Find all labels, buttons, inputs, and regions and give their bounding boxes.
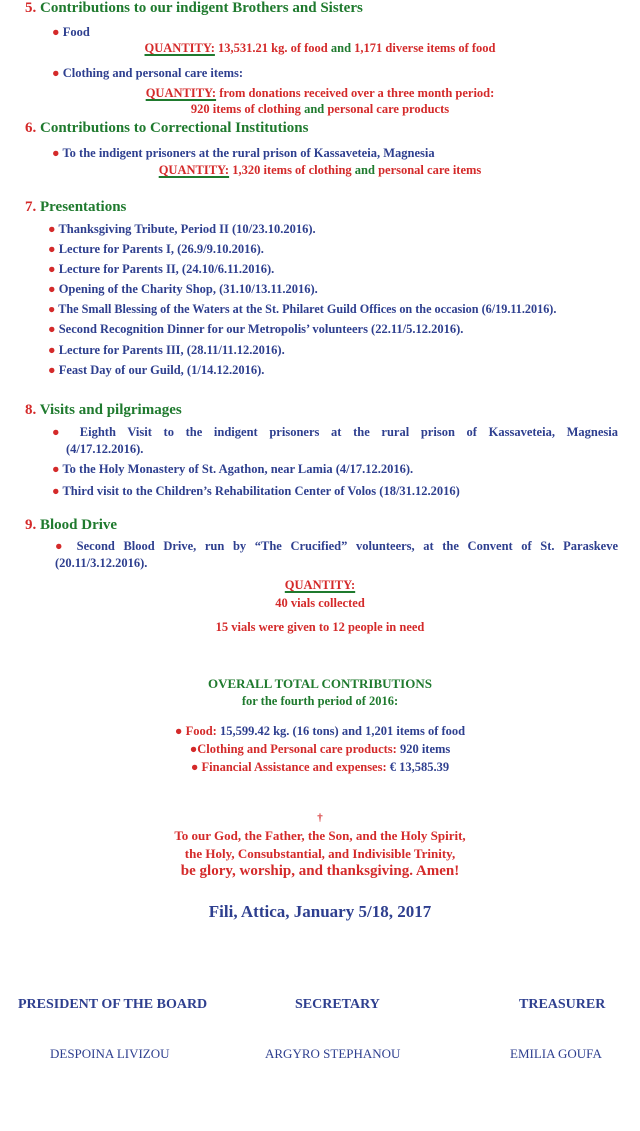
presentation-item [48, 262, 274, 277]
clothing-item [52, 66, 243, 81]
blood-drive-text: Second Blood Drive, run by “The Crucified” volunteers, at the Convent of St. Paraskeve [76, 539, 618, 553]
bullet-icon: ● [52, 484, 60, 498]
food-quantity [0, 41, 640, 56]
food-label: Food [62, 25, 90, 39]
section-title: Visits and pilgrimages [39, 402, 182, 418]
presentation-text: Thanksgiving Tribute, Period II (10/23.10.2016). [58, 222, 316, 236]
bullet-icon: ● [174, 724, 183, 738]
total-clothing-value: 920 items [399, 742, 451, 756]
bullet-icon: ● [52, 25, 60, 39]
treasurer-name: EMILIA GOUFA [510, 1046, 602, 1061]
visit-text: Third visit to the Children’s Rehabilitation Center of Volos (18/31.12.2016) [62, 484, 460, 498]
section-title: Blood Drive [40, 517, 118, 533]
bullet-icon: ● [52, 425, 69, 439]
and-text: and [354, 163, 375, 177]
presentation-item [48, 282, 318, 297]
section-number: 9. [25, 517, 37, 533]
quantity-label: QUANTITY: [284, 578, 356, 592]
visit-text: Eighth Visit to the indigent prisoners at the rural prison of Kassaveteia, Magnesia [79, 425, 618, 439]
blood-drive-item [55, 539, 618, 554]
place-date: Fili, Attica, January 5/18, 2017 [208, 902, 432, 921]
quantity-label: QUANTITY: [145, 86, 217, 100]
presentation-text: Feast Day of our Guild, (1/14.12.2016). [58, 363, 265, 377]
bullet-icon: ● [190, 760, 199, 774]
secretary-title: SECRETARY [295, 997, 380, 1012]
total-financial [0, 760, 640, 775]
personal-care-value: personal care items [378, 163, 482, 177]
secretary-name: ARGYRO STEPHANOU [265, 1046, 401, 1061]
clothing-label: Clothing and personal care items: [62, 66, 244, 80]
clothing-items-value: 920 items of clothing [190, 102, 301, 116]
food-items-value: 1,171 diverse items of food [354, 41, 496, 55]
section-6-heading [25, 120, 309, 137]
bullet-icon: ● [48, 222, 56, 236]
section-number: 7. [25, 199, 37, 215]
presentation-item [48, 222, 316, 237]
prisoners-item [52, 146, 435, 161]
bullet-icon: ● [48, 262, 56, 276]
bullet-icon: ● [48, 242, 56, 256]
presentation-item [48, 343, 285, 358]
clothing-quantity [0, 86, 640, 101]
bullet-icon: ● [48, 282, 56, 296]
bullet-icon: ● [189, 742, 198, 756]
clothing-quantity-text: from donations received over a three month period: [219, 86, 495, 100]
total-food-value: 15,599.42 kg. (16 tons) and 1,201 items of food [219, 724, 466, 738]
total-clothing [0, 742, 640, 757]
quantity-label: QUANTITY: [158, 163, 230, 177]
clothing-quantity-line2 [0, 102, 640, 117]
vials-collected: 40 vials collected [275, 596, 365, 610]
presentation-text: Lecture for Parents III, (28.11/11.12.2016). [58, 343, 285, 357]
blood-quantity-label [0, 578, 640, 593]
prisoners-text: To the indigent prisoners at the rural prison of Kassaveteia, Magnesia [62, 146, 435, 160]
personal-care-value: personal care products [327, 102, 450, 116]
section-number: 5. [25, 0, 37, 16]
food-kg-value: 13,531.21 kg. of food [218, 41, 328, 55]
presentation-item [48, 302, 556, 317]
and-text: and [304, 102, 325, 116]
vials-given: 15 vials were given to 12 people in need [215, 620, 425, 634]
presentation-item [48, 242, 264, 257]
presentation-item [48, 322, 463, 337]
clothing-items-value: 1,320 items of clothing [232, 163, 352, 177]
presentation-text: Lecture for Parents II, (24.10/6.11.2016). [58, 262, 275, 276]
doxology-line-1: To our God, the Father, the Son, and the Holy Spirit, [174, 828, 466, 843]
presentation-text: Second Recognition Dinner for our Metropolis’ volunteers (22.11/5.12.2016). [58, 322, 464, 336]
bullet-icon: ● [52, 146, 60, 160]
president-name: DESPOINA LIVIZOU [50, 1046, 170, 1061]
visit-text: To the Holy Monastery of St. Agathon, near Lamia (4/17.12.2016). [62, 462, 414, 476]
bullet-icon: ● [48, 322, 56, 336]
section-7-heading [25, 199, 126, 216]
prisoners-quantity [0, 163, 640, 178]
bullet-icon: ● [48, 343, 56, 357]
and-text: and [330, 41, 352, 55]
bullet-icon: ● [48, 302, 56, 316]
total-financial-label: Financial Assistance and expenses: [201, 760, 387, 774]
presentation-text: The Small Blessing of the Waters at the St. Philaret Guild Offices on the occasion (6/19.11.2016). [58, 302, 557, 316]
total-financial-value: € 13,585.39 [389, 760, 450, 774]
total-food [0, 724, 640, 739]
totals-subtitle: for the fourth period of 2016: [241, 694, 399, 708]
section-9-heading [25, 517, 117, 534]
blood-drive-date: (20.11/3.12.2016). [55, 556, 148, 570]
presentation-text: Opening of the Charity Shop, (31.10/13.11.2016). [58, 282, 318, 296]
president-title: PRESIDENT OF THE BOARD [18, 997, 208, 1012]
total-clothing-label: Clothing and Personal care products: [197, 742, 397, 756]
section-number: 8. [25, 402, 37, 418]
total-food-label: Food: [185, 724, 217, 738]
quantity-label: QUANTITY: [144, 41, 215, 55]
section-number: 6. [25, 120, 37, 136]
section-title: Contributions to Correctional Institutions [40, 120, 309, 136]
section-8-heading [25, 402, 182, 419]
visit-item [52, 484, 460, 499]
bullet-icon: ● [52, 66, 60, 80]
visit-date: (4/17.12.2016). [66, 442, 144, 456]
bullet-icon: ● [48, 363, 56, 377]
visit-item [52, 462, 413, 477]
doxology-line-2: the Holy, Consubstantial, and Indivisible Trinity, [184, 846, 456, 861]
section-5-heading [25, 0, 363, 17]
totals-title: OVERALL TOTAL CONTRIBUTIONS [208, 676, 432, 691]
visit-item [52, 425, 618, 440]
food-item [52, 25, 90, 40]
presentation-text: Lecture for Parents I, (26.9/9.10.2016). [58, 242, 264, 256]
bullet-icon: ● [52, 462, 60, 476]
presentation-item [48, 363, 264, 378]
section-title: Contributions to our indigent Brothers and Sisters [40, 0, 363, 16]
cross-icon: † [317, 812, 323, 824]
doxology-line-3: be glory, worship, and thanksgiving. Amen! [180, 863, 460, 879]
section-title: Presentations [40, 199, 127, 215]
treasurer-title: TREASURER [519, 997, 606, 1012]
bullet-icon: ● [55, 539, 69, 553]
